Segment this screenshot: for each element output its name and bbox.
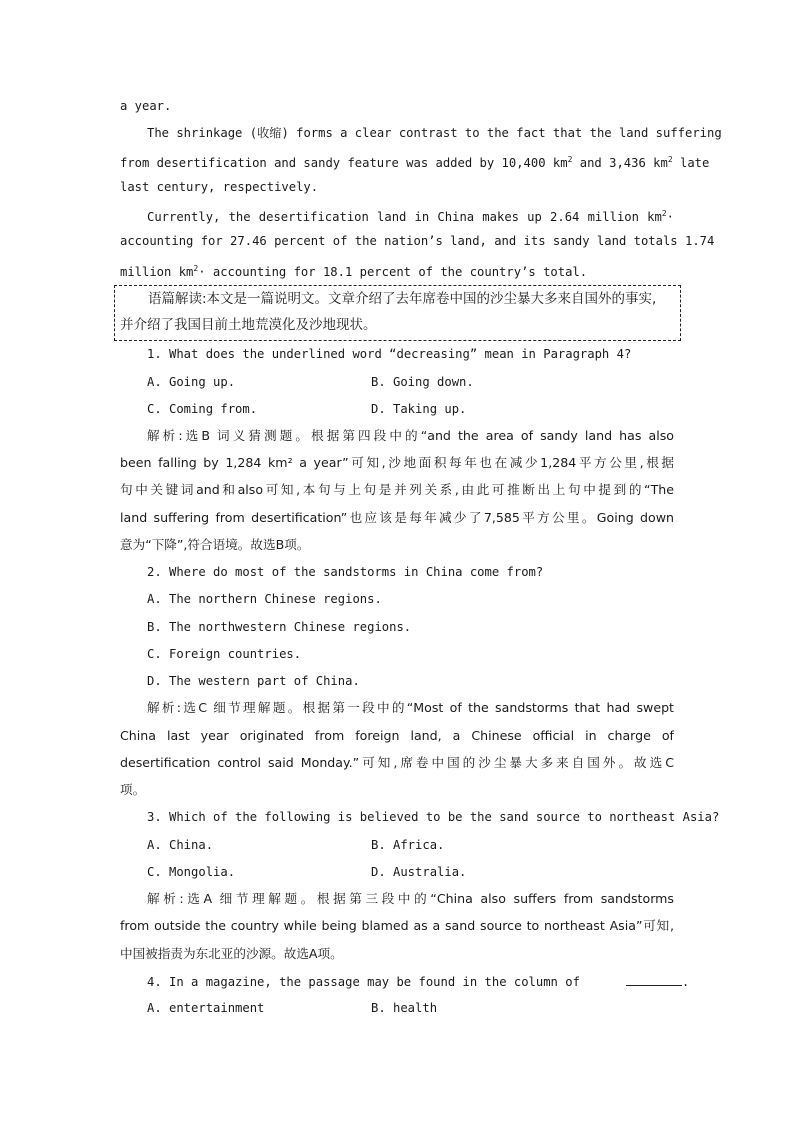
option-a: A. China. [147,838,214,852]
summary-line: 并介绍了我国目前土地荒漠化及沙地现状。 [120,317,377,333]
option-d: D. Australia. [371,865,467,879]
analysis-line: desertification control said Monday.”可知,席卷中国的沙尘暴大多来自国外。故选C [120,755,674,770]
underlined-word: decreasing [396,347,470,361]
option-d: D. The western part of China. [147,674,360,688]
option-d: D. Taking up. [371,402,467,416]
analysis-line: 中国被指责为东北亚的沙源。故选A项。 [120,946,343,961]
question-stem: 1. What does the underlined word “decreasing” mean in Paragraph 4? [147,347,632,361]
option-c: C. Foreign countries. [147,647,302,661]
question-stem: 2. Where do most of the sandstorms in China come from? [147,565,544,579]
analysis-line: 句中关键词and和also可知,本句与上句是并列关系,由此可推断出上句中提到的“The [120,482,674,497]
analysis-line: 解析:选A 细节理解题。根据第三段中的“China also suffers from sandstorms [147,891,674,906]
question-stem: 4. In a magazine, the passage may be found in the column of . [147,975,690,989]
analysis-line: been falling by 1,284 km² a year”可知,沙地面积每年也在减少1,284平方公里,根据 [120,455,674,470]
analysis-line: from outside the country while being blamed as a sand source to northeast Asia”可知, [120,918,674,933]
passage-line: from desertification and sandy feature was added by 10,400 $km^2$ and 3,436 $km^2$ late [120,155,710,170]
analysis-line: China last year originated from foreign land, a Chinese official in charge of [120,728,674,743]
option-a: A. The northern Chinese regions. [147,592,382,606]
analysis-line: 意为“下降”,符合语境。故选B项。 [120,537,310,552]
analysis-line: 项。 [120,782,146,797]
analysis-line: 解析:选C 细节理解题。根据第一段中的“Most of the sandstorms that had swept [147,700,674,715]
analysis-line: land suffering from desertification”也应该是每年减少了7,585平方公里。Going down [120,510,674,525]
option-b: B. Going down. [371,375,474,389]
option-b: B. The northwestern Chinese regions. [147,620,412,634]
passage-line: Currently, the desertification land in China makes up 2.64 million $km^2\cdot$ [147,209,674,224]
option-b: B. health [371,1001,438,1015]
passage-line: last century, respectively. [120,180,319,194]
summary-line: 语篇解读:本文是一篇说明文。文章介绍了去年席卷中国的沙尘暴大多来自国外的事实, [148,291,657,307]
answer-blank [626,973,682,986]
analysis-line: 解析:选B 词义猜测题。根据第四段中的“and the area of sandy land has also [147,428,674,443]
option-a: A. entertainment [147,1001,265,1015]
passage-line: accounting for 27.46 percent of the nation’s land, and its sandy land totals 1.74 [120,234,715,248]
passage-line: a year. [120,99,172,113]
passage-line: million $km^2\cdot$ accounting for 18.1 percent of the country’s total. [120,264,588,279]
option-b: B. Africa. [371,838,445,852]
option-a: A. Going up. [147,375,236,389]
option-c: C. Coming from. [147,402,258,416]
option-c: C. Mongolia. [147,865,236,879]
summary-box [114,285,681,341]
passage-line: The shrinkage (收缩) forms a clear contrast to the fact that the land suffering [147,126,722,140]
question-stem: 3. Which of the following is believed to be the sand source to northeast Asia? [147,810,720,824]
